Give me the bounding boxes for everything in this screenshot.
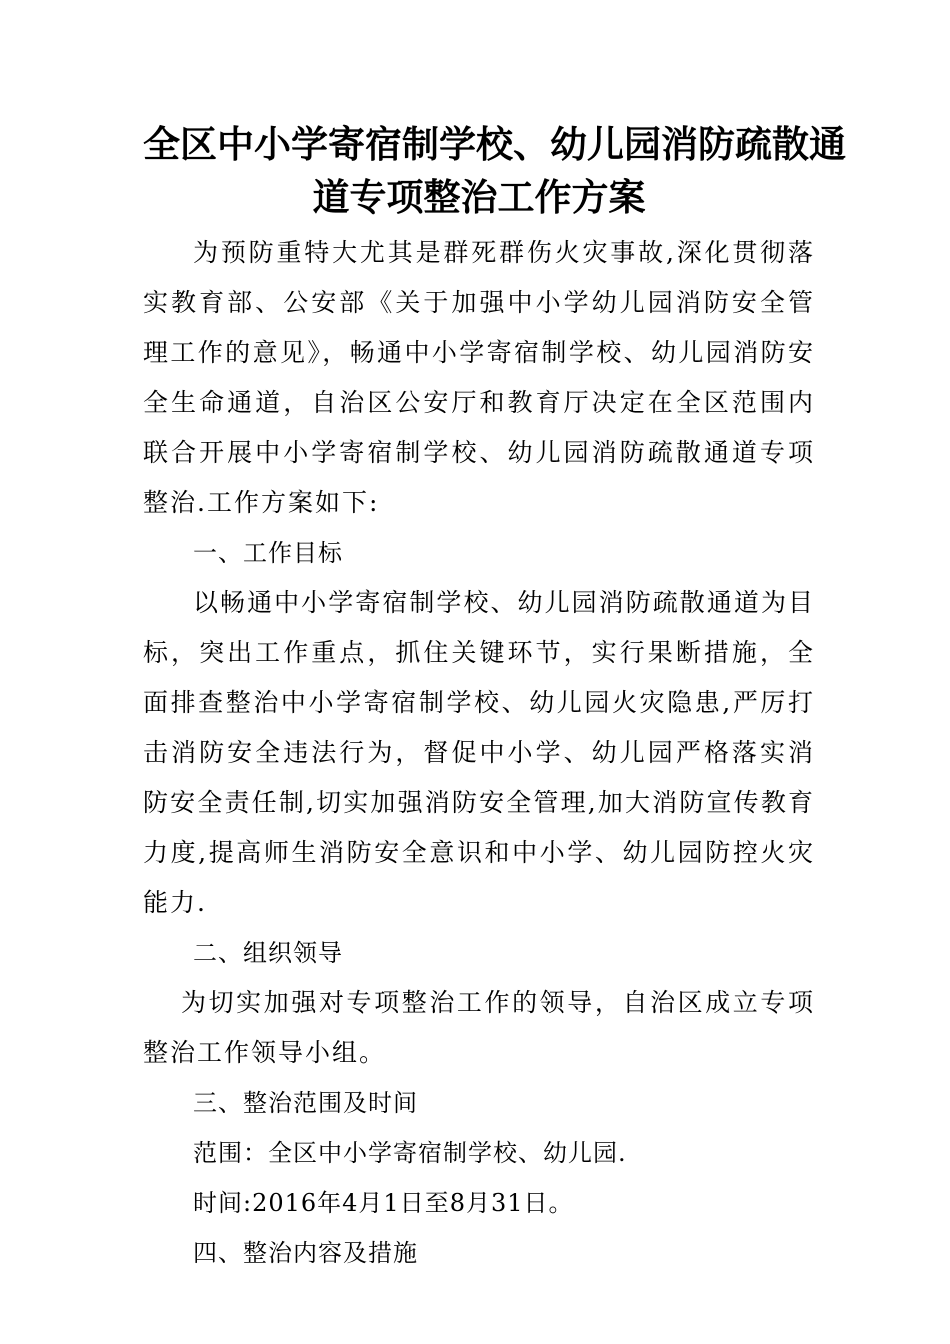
section-4-heading: 四、整治内容及措施 (193, 1239, 418, 1267)
section-3-heading: 三、整治范围及时间 (193, 1089, 418, 1117)
section-2-paragraph: 为切实加强对专项整治工作的领导，自治区成立专项整治工作领导小组。 (143, 988, 815, 1067)
section-1-heading: 一、工作目标 (193, 539, 343, 567)
section-3-scope: 范围：全区中小学寄宿制学校、幼儿园. (193, 1139, 627, 1167)
title-line-2: 道专项整治工作方案 (312, 175, 646, 219)
section-3-time: 时间:2016年4月1日至8月31日。 (193, 1189, 574, 1217)
section-1-paragraph: 以畅通中小学寄宿制学校、幼儿园消防疏散通道为目标，突出工作重点，抓住关键环节，实行果断措施，全面排查整治中小学寄宿制学校、幼儿园火灾隐患,严厉打击消防安全违法行为，督促中小学、幼儿园严格落实消防安全责任制,切实加强消防安全管理,加大消防宣传教育力度,提高师生消防安全意识和中小学、幼儿园防控火灾能力. (143, 588, 815, 917)
intro-paragraph: 为预防重特大尤其是群死群伤火灾事故,深化贯彻落实教育部、公安部《关于加强中小学幼儿园消防安全管理工作的意见》，畅通中小学寄宿制学校、幼儿园消防安全生命通道，自治区公安厅和教育厅决定在全区范围内联合开展中小学寄宿制学校、幼儿园消防疏散通道专项整治.工作方案如下: (143, 238, 815, 517)
section-2-heading: 二、组织领导 (193, 939, 343, 967)
document-title (143, 118, 846, 224)
document-page (143, 118, 846, 1278)
title-line-1: 全区中小学寄宿制学校、幼儿园消防疏散通 (143, 122, 846, 166)
